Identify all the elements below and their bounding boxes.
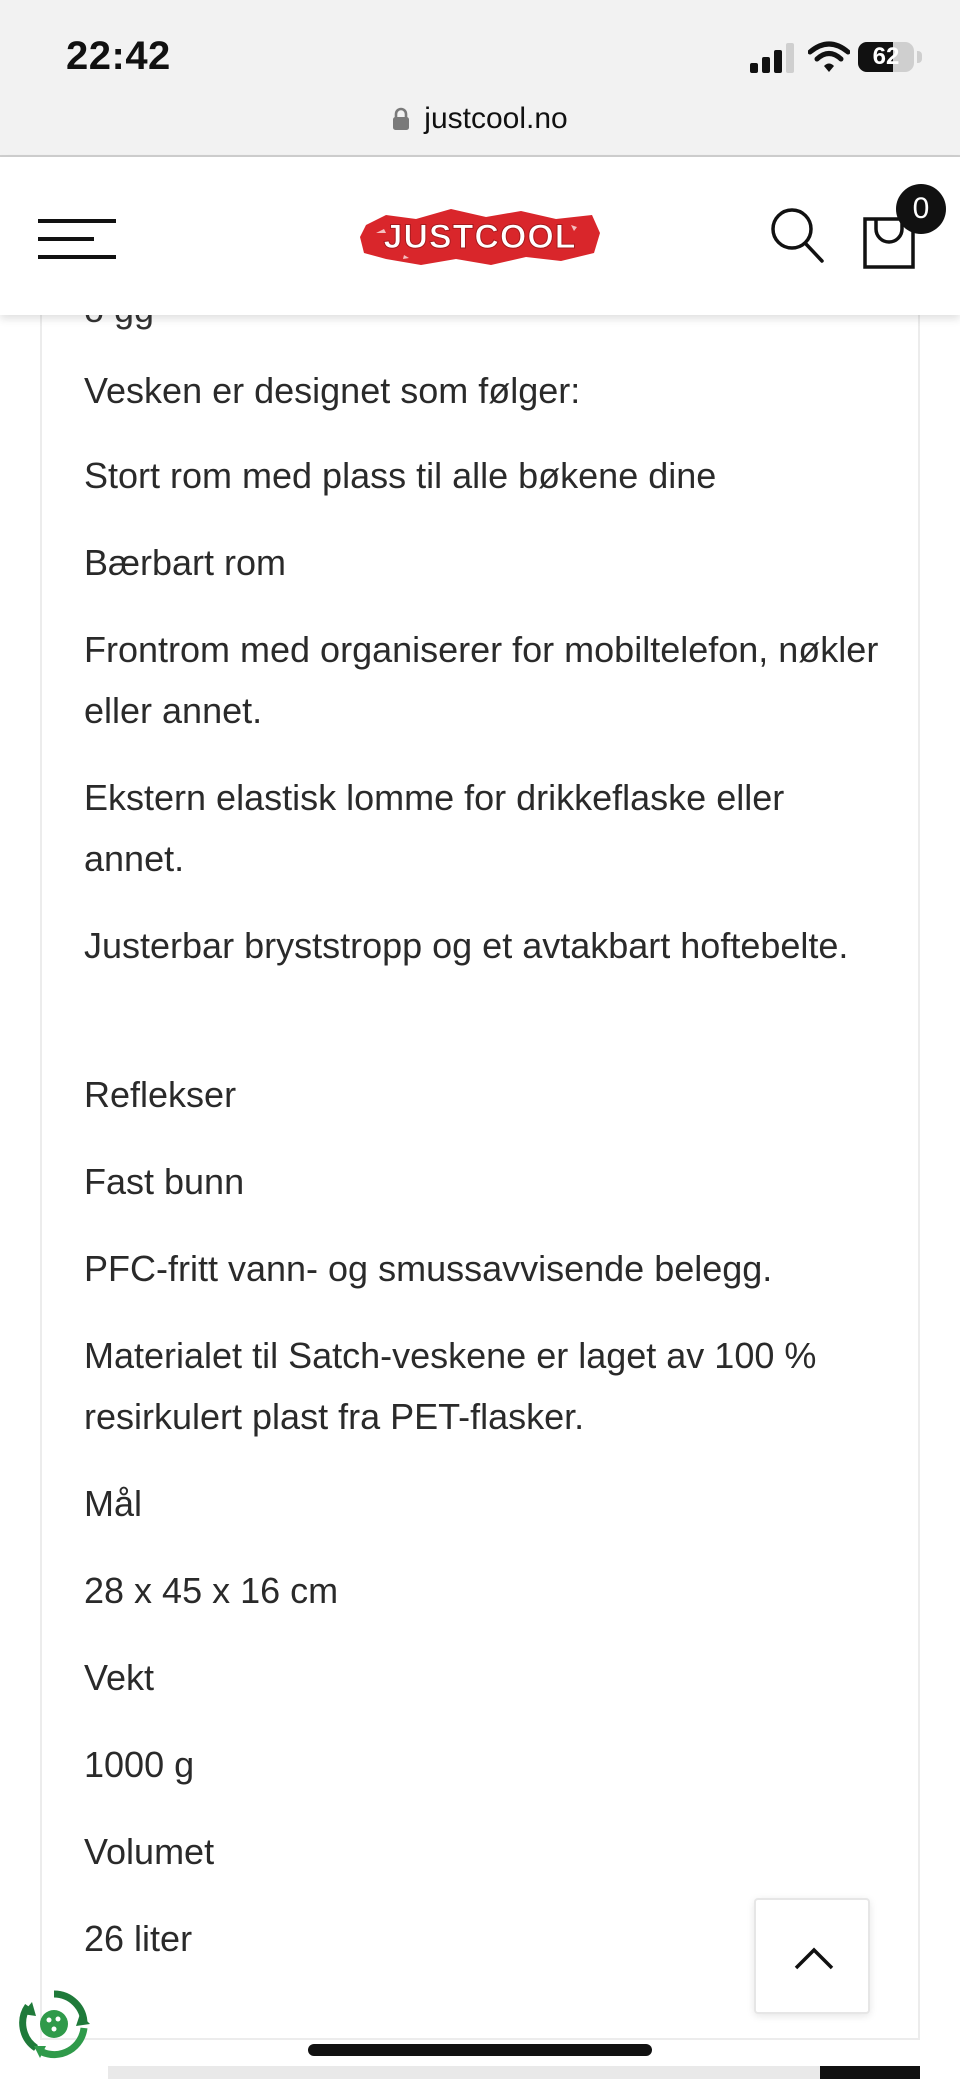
chevron-up-icon: [792, 1942, 836, 1972]
lock-icon: [392, 107, 410, 131]
url-text: justcool.no: [424, 102, 568, 135]
spec-label: Volumet: [84, 1831, 215, 1872]
status-bar: [0, 0, 960, 156]
battery-indicator: [858, 42, 924, 74]
bottom-toolbar-edge-dark: [820, 2066, 920, 2079]
cart-count-badge[interactable]: 0: [896, 184, 946, 234]
description-paragraph: PFC-fritt vann- og smussavvisende belegg.: [84, 1248, 773, 1289]
battery-percent: 62: [872, 43, 900, 70]
description-paragraph: Bærbart rom: [84, 542, 287, 583]
hamburger-menu-icon[interactable]: [38, 217, 116, 261]
address-bar[interactable]: [0, 98, 960, 140]
spec-value: 26 liter: [84, 1918, 193, 1959]
spec-value: 1000 g: [84, 1744, 195, 1785]
home-indicator[interactable]: [308, 2044, 652, 2056]
cellular-signal-icon: [750, 43, 796, 73]
description-paragraph: Reflekser: [84, 1074, 237, 1115]
site-header: [0, 157, 960, 315]
description-paragraph: Justerbar bryststropp og et avtakbart hoftebelte.: [84, 925, 849, 966]
description-paragraph: Frontrom med organiserer for mobiltelefon, nøkler eller annet.: [84, 629, 879, 731]
spec-label: Mål: [84, 1483, 143, 1524]
recycle-badge-icon[interactable]: [18, 1988, 90, 2060]
description-paragraph: Vesken er designet som følger:: [84, 370, 581, 411]
description-paragraph: Fast bunn: [84, 1161, 245, 1202]
justcool-logo[interactable]: [356, 203, 604, 271]
description-paragraph: Stort rom med plass til alle bøkene dine: [84, 455, 717, 496]
spec-label: Vekt: [84, 1657, 155, 1698]
description-paragraph: Ekstern elastisk lomme for drikkeflaske eller annet.: [84, 777, 785, 879]
search-icon[interactable]: [770, 207, 824, 263]
wifi-icon: [808, 40, 850, 74]
logo-text: JUSTCOOL: [383, 218, 577, 256]
spec-value: 28 x 45 x 16 cm: [84, 1570, 339, 1611]
status-time: 22:42: [66, 34, 171, 78]
back-to-top-button[interactable]: [754, 1898, 870, 2014]
description-paragraph: Materialet til Satch-veskene er laget av 100 % resirkulert plast fra PET-flasker.: [84, 1335, 817, 1437]
bottom-toolbar-edge: [108, 2066, 820, 2079]
